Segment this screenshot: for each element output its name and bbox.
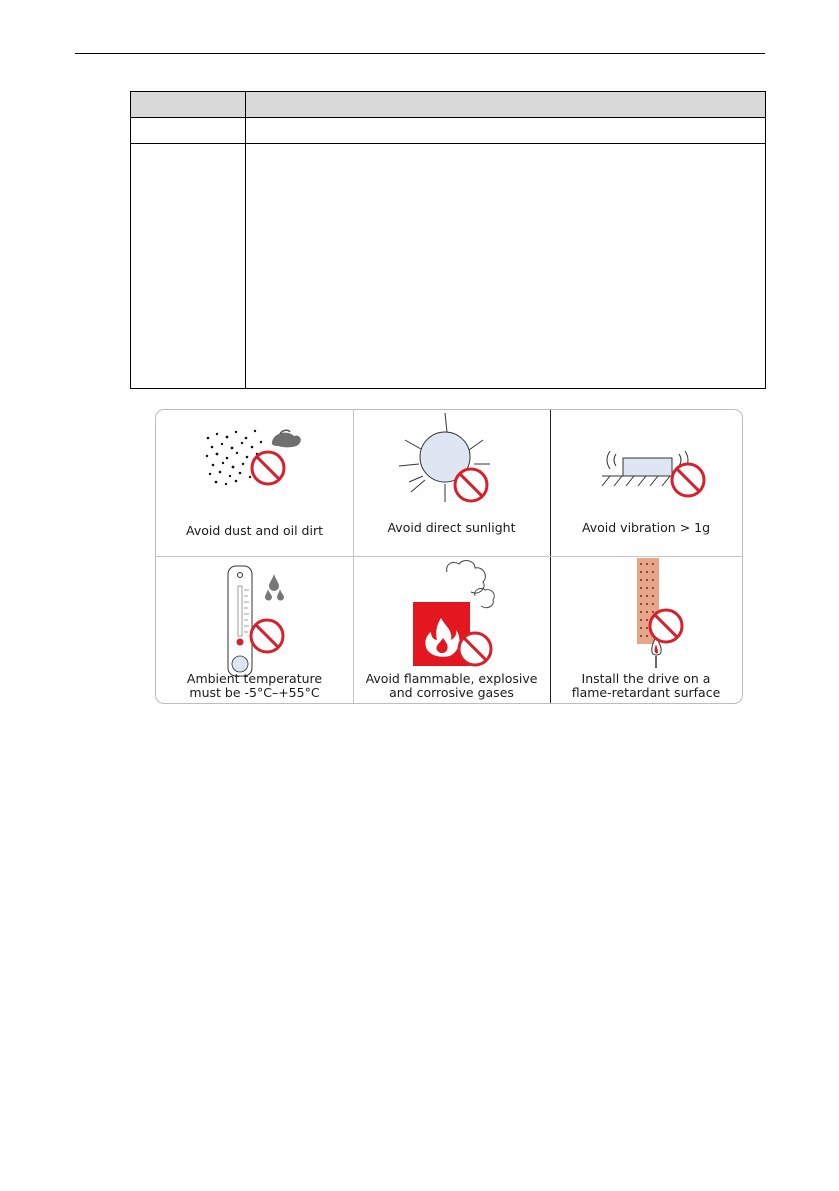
table-cell: [131, 144, 246, 389]
table-cell: [246, 118, 766, 144]
table-row: [131, 118, 766, 144]
caption-line: Install the drive on a: [581, 671, 711, 686]
environment-cell-sunlight: [353, 410, 550, 556]
caption-temperature: [156, 672, 353, 700]
table-header-cell: [131, 92, 246, 118]
environment-cell-gases: [353, 556, 550, 703]
spec-table: [130, 91, 766, 389]
caption-sunlight: [353, 521, 550, 535]
environment-cell-vibration: [550, 410, 742, 556]
caption-line: and corrosive gases: [389, 685, 514, 700]
table-cell: [131, 118, 246, 144]
caption-surface: [550, 672, 742, 700]
header-rule: [75, 53, 765, 54]
table-row: [131, 144, 766, 389]
caption-line: Avoid vibration > 1g: [581, 520, 711, 535]
caption-line: Avoid flammable, explosive: [365, 671, 538, 686]
caption-line: Ambient temperature: [186, 671, 323, 686]
caption-gases: [353, 672, 550, 700]
caption-line: Avoid direct sunlight: [387, 520, 516, 535]
environment-cell-dust: [156, 410, 353, 556]
caption-line: must be -5°C–+55°C: [189, 685, 320, 700]
environment-cell-temperature: [156, 556, 353, 703]
table-header-cell: [246, 92, 766, 118]
caption-vibration: [550, 521, 742, 535]
installation-environment-panel: [155, 409, 743, 704]
caption-line: flame-retardant surface: [571, 685, 721, 700]
environment-cell-surface: [550, 556, 742, 703]
table-cell: [246, 144, 766, 389]
caption-dust: [156, 524, 353, 538]
caption-line: Avoid dust and oil dirt: [186, 523, 323, 538]
table-header-row: [131, 92, 766, 118]
